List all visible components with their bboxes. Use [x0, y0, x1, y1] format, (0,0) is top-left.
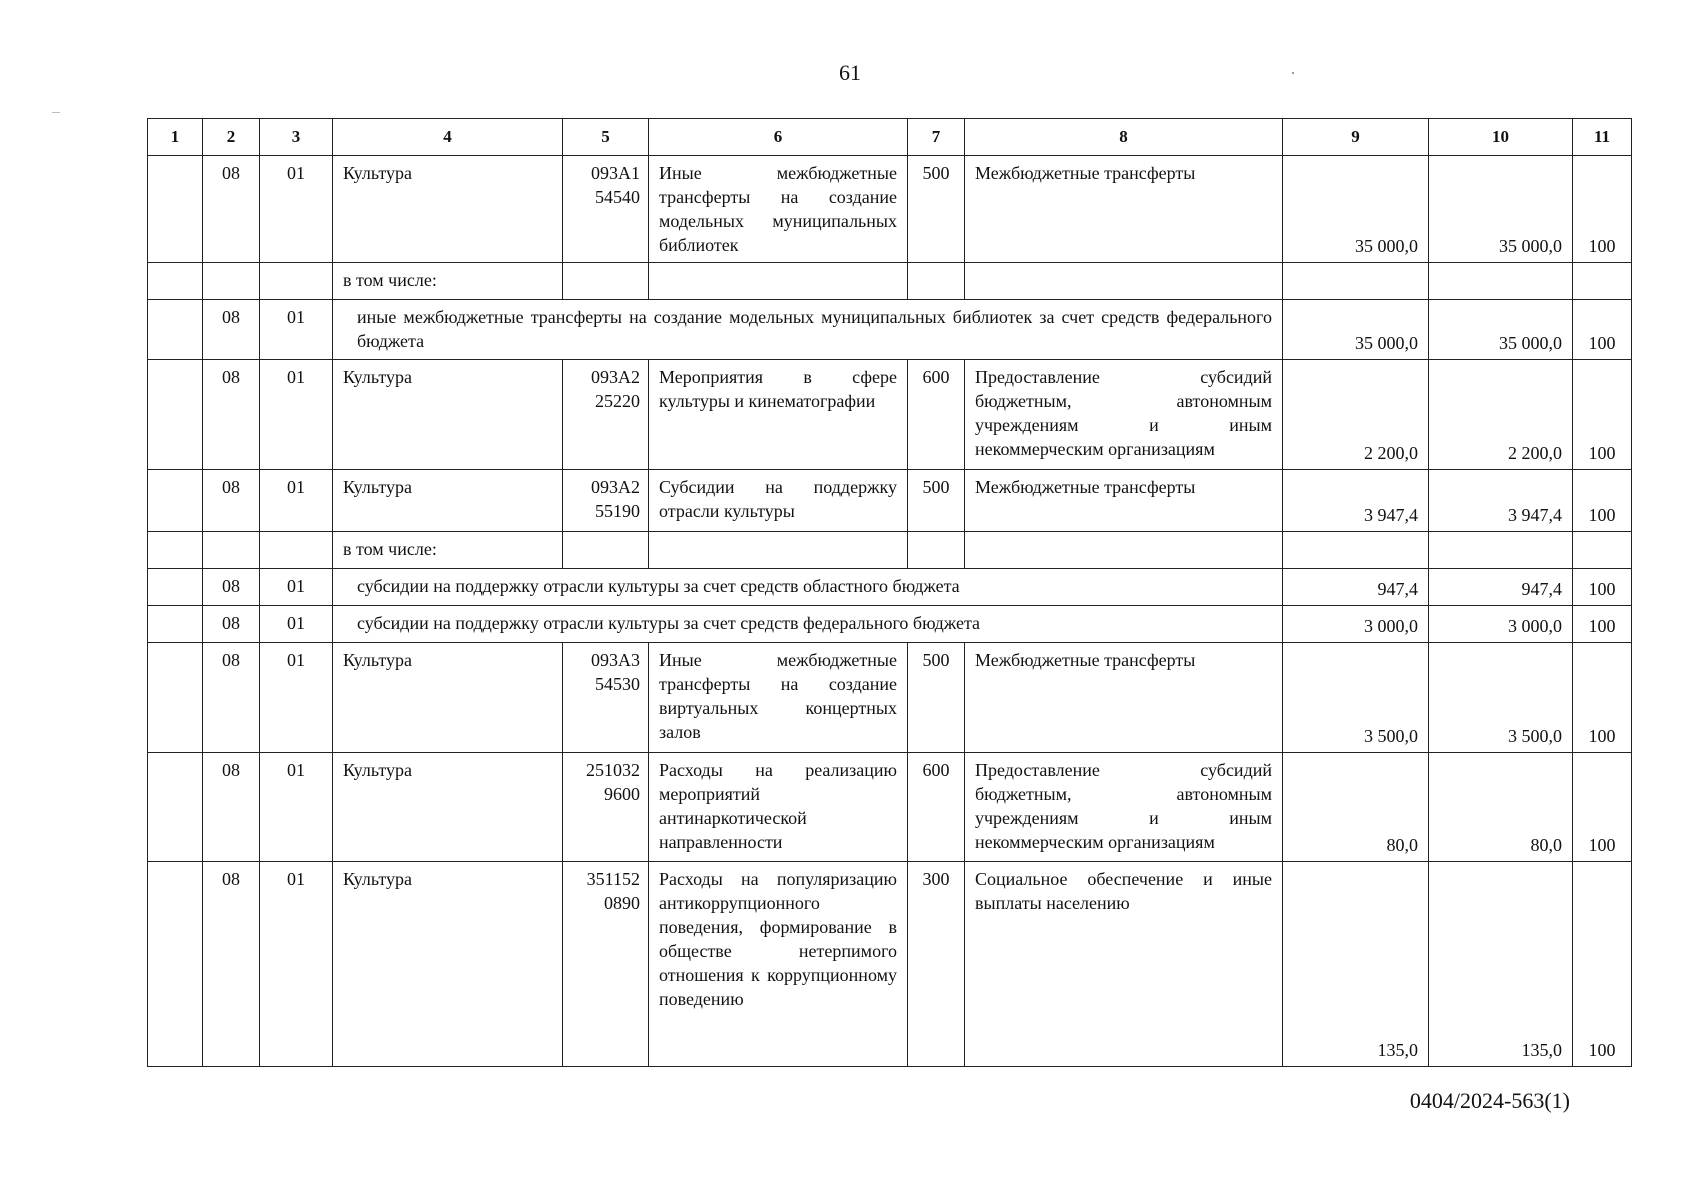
expense-type-name: Социальное обеспечение и иные выплаты населению: [965, 862, 1283, 1067]
empty-cell: [649, 263, 908, 300]
expense-type-code: 600: [908, 753, 965, 862]
header-cell: 6: [649, 119, 908, 156]
amount-executed: 947,4: [1429, 569, 1573, 606]
amount-planned: 2 200,0: [1283, 360, 1429, 470]
subsection-code: 01: [260, 862, 333, 1067]
section-name: Культура: [333, 470, 563, 532]
header-cell: 9: [1283, 119, 1429, 156]
empty-cell: [148, 862, 203, 1067]
empty-cell: [965, 263, 1283, 300]
subsection-code: 01: [260, 643, 333, 753]
empty-cell: [1429, 532, 1573, 569]
sub-item-description: субсидии на поддержку отрасли культуры за счет средств областного бюджета: [333, 569, 1283, 606]
empty-cell: [148, 643, 203, 753]
amount-planned: 947,4: [1283, 569, 1429, 606]
section-code: 08: [203, 606, 260, 643]
amount-executed: 35 000,0: [1429, 300, 1573, 360]
target-name: Расходы на популяризацию антикоррупционного поведения, формирование в обществе нетерпимого отношения к коррупционному поведению: [649, 862, 908, 1067]
amount-planned: 3 947,4: [1283, 470, 1429, 532]
header-cell: 2: [203, 119, 260, 156]
expense-type-name: Межбюджетные трансферты: [965, 156, 1283, 263]
empty-cell: [148, 470, 203, 532]
section-code: 08: [203, 156, 260, 263]
header-cell: 7: [908, 119, 965, 156]
empty-cell: [649, 532, 908, 569]
table-row: [148, 606, 1632, 643]
target-code: 093А2 25220: [563, 360, 649, 470]
percent: 100: [1573, 470, 1632, 532]
amount-executed: 3 000,0: [1429, 606, 1573, 643]
amount-executed: 80,0: [1429, 753, 1573, 862]
subsection-code: 01: [260, 606, 333, 643]
target-code: 093А3 54530: [563, 643, 649, 753]
subsection-code: 01: [260, 360, 333, 470]
empty-cell: [1283, 263, 1429, 300]
empty-cell: [203, 532, 260, 569]
table-row: [148, 862, 1632, 1067]
amount-planned: 3 000,0: [1283, 606, 1429, 643]
expense-type-code: 600: [908, 360, 965, 470]
table-header-row: [148, 119, 1632, 156]
empty-cell: [563, 263, 649, 300]
target-name: Субсидии на поддержку отрасли культуры: [649, 470, 908, 532]
target-code: 251032 9600: [563, 753, 649, 862]
table-row: [148, 263, 1632, 300]
percent: 100: [1573, 606, 1632, 643]
table-row: [148, 300, 1632, 360]
table-row: [148, 569, 1632, 606]
amount-planned: 35 000,0: [1283, 156, 1429, 263]
percent: 100: [1573, 643, 1632, 753]
empty-cell: [1429, 263, 1573, 300]
table-row: [148, 470, 1632, 532]
including-label: в том числе:: [333, 532, 563, 569]
section-name: Культура: [333, 753, 563, 862]
header-cell: 3: [260, 119, 333, 156]
empty-cell: [908, 532, 965, 569]
expense-type-name: Межбюджетные трансферты: [965, 470, 1283, 532]
empty-cell: [148, 753, 203, 862]
section-name: Культура: [333, 862, 563, 1067]
section-code: 08: [203, 862, 260, 1067]
empty-cell: [563, 532, 649, 569]
empty-cell: [148, 569, 203, 606]
target-code: 351152 0890: [563, 862, 649, 1067]
amount-executed: 35 000,0: [1429, 156, 1573, 263]
page-number: 61: [839, 60, 861, 85]
section-code: 08: [203, 360, 260, 470]
expense-type-name: Предоставление субсидий бюджетным, автономным учреждениям и иным некоммерческим организациям: [965, 360, 1283, 470]
table-row: [148, 156, 1632, 263]
section-code: 08: [203, 470, 260, 532]
percent: 100: [1573, 300, 1632, 360]
expense-type-code: 500: [908, 156, 965, 263]
sub-item-description: субсидии на поддержку отрасли культуры за счет средств федерального бюджета: [333, 606, 1283, 643]
amount-executed: 2 200,0: [1429, 360, 1573, 470]
empty-cell: [260, 532, 333, 569]
header-cell: 1: [148, 119, 203, 156]
including-label: в том числе:: [333, 263, 563, 300]
budget-table: [147, 118, 1632, 1067]
section-code: 08: [203, 569, 260, 606]
header-cell: 10: [1429, 119, 1573, 156]
section-name: Культура: [333, 360, 563, 470]
scan-speck: [1292, 72, 1294, 74]
empty-cell: [148, 156, 203, 263]
percent: 100: [1573, 753, 1632, 862]
empty-cell: [260, 263, 333, 300]
percent: 100: [1573, 862, 1632, 1067]
expense-type-code: 500: [908, 470, 965, 532]
empty-cell: [1573, 263, 1632, 300]
header-cell: 11: [1573, 119, 1632, 156]
subsection-code: 01: [260, 753, 333, 862]
amount-executed: 135,0: [1429, 862, 1573, 1067]
amount-planned: 135,0: [1283, 862, 1429, 1067]
empty-cell: [148, 532, 203, 569]
empty-cell: [1283, 532, 1429, 569]
section-name: Культура: [333, 156, 563, 263]
empty-cell: [965, 532, 1283, 569]
section-name: Культура: [333, 643, 563, 753]
table-row: [148, 643, 1632, 753]
table-row: [148, 532, 1632, 569]
amount-executed: 3 500,0: [1429, 643, 1573, 753]
section-code: 08: [203, 300, 260, 360]
expense-type-code: 500: [908, 643, 965, 753]
empty-cell: [148, 360, 203, 470]
scan-speck: [52, 112, 60, 113]
empty-cell: [148, 606, 203, 643]
header-cell: 4: [333, 119, 563, 156]
percent: 100: [1573, 156, 1632, 263]
table-row: [148, 360, 1632, 470]
amount-planned: 35 000,0: [1283, 300, 1429, 360]
expense-type-name: Межбюджетные трансферты: [965, 643, 1283, 753]
target-code: 093А2 55190: [563, 470, 649, 532]
table-row: [148, 753, 1632, 862]
empty-cell: [1573, 532, 1632, 569]
subsection-code: 01: [260, 569, 333, 606]
empty-cell: [148, 263, 203, 300]
percent: 100: [1573, 569, 1632, 606]
expense-type-name: Предоставление субсидий бюджетным, автономным учреждениям и иным некоммерческим организациям: [965, 753, 1283, 862]
document-id: 0404/2024-563(1): [1409, 1088, 1570, 1113]
target-name: Мероприятия в сфере культуры и кинематографии: [649, 360, 908, 470]
percent: 100: [1573, 360, 1632, 470]
subsection-code: 01: [260, 300, 333, 360]
empty-cell: [203, 263, 260, 300]
target-name: Расходы на реализацию мероприятий антинаркотической направленности: [649, 753, 908, 862]
header-cell: 8: [965, 119, 1283, 156]
empty-cell: [908, 263, 965, 300]
empty-cell: [148, 300, 203, 360]
amount-planned: 3 500,0: [1283, 643, 1429, 753]
target-code: 093А1 54540: [563, 156, 649, 263]
sub-item-description: иные межбюджетные трансферты на создание модельных муниципальных библиотек за счет средств федерального бюджета: [333, 300, 1283, 360]
target-name: Иные межбюджетные трансферты на создание модельных муниципальных библиотек: [649, 156, 908, 263]
amount-executed: 3 947,4: [1429, 470, 1573, 532]
subsection-code: 01: [260, 470, 333, 532]
section-code: 08: [203, 643, 260, 753]
header-cell: 5: [563, 119, 649, 156]
section-code: 08: [203, 753, 260, 862]
expense-type-code: 300: [908, 862, 965, 1067]
amount-planned: 80,0: [1283, 753, 1429, 862]
target-name: Иные межбюджетные трансферты на создание виртуальных концертных залов: [649, 643, 908, 753]
subsection-code: 01: [260, 156, 333, 263]
